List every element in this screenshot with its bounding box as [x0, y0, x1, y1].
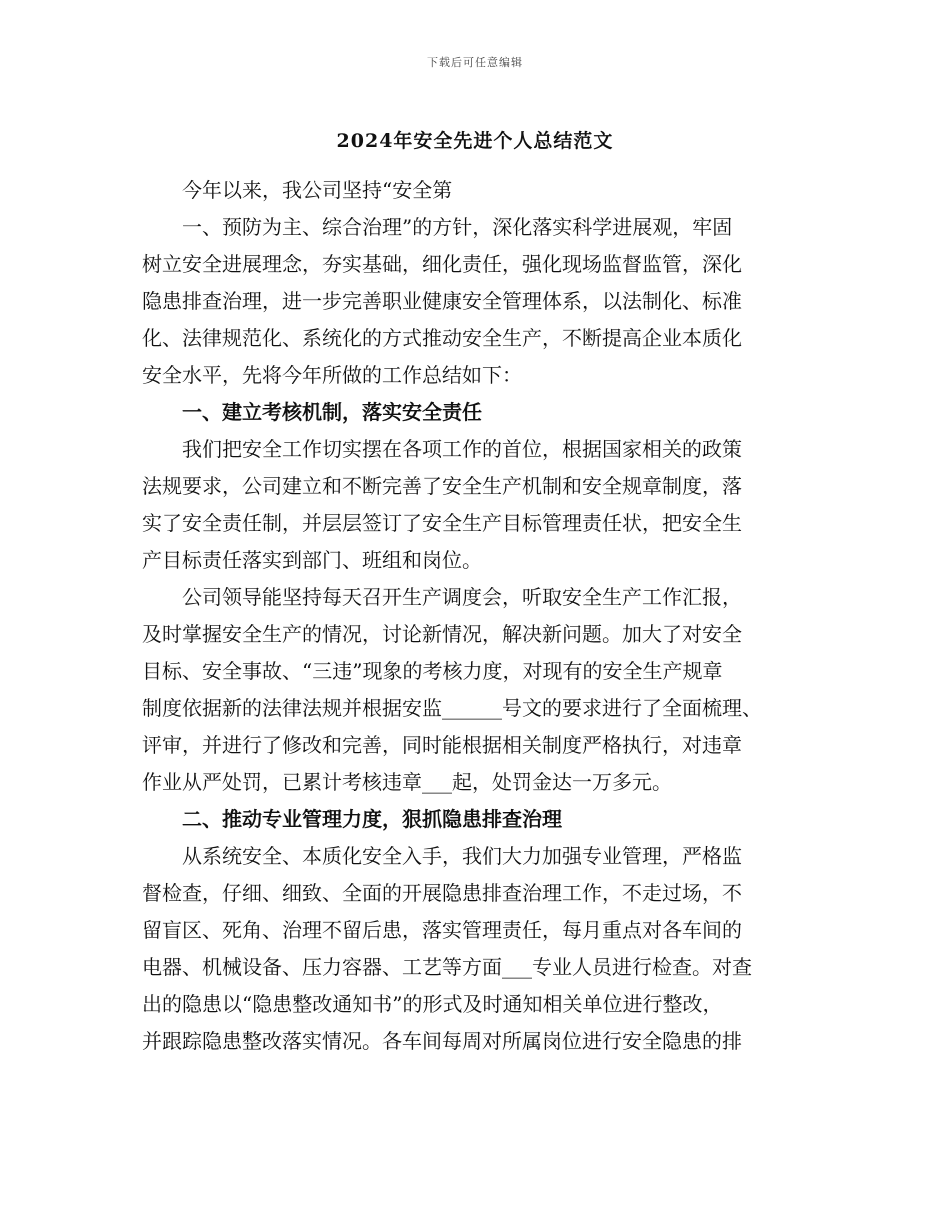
paragraph-line: 公司领导能坚持每天召开生产调度会，听取安全生产工作汇报， [182, 585, 742, 609]
paragraph-line: 督检查，仔细、细致、全面的开展隐患排查治理工作，不走过场，不 [142, 881, 742, 905]
intro-paragraph [142, 209, 808, 394]
paragraph-line: 目标、安全事故、“三违”现象的考核力度，对现有的安全生产规章 [142, 659, 723, 683]
paragraph-line: 我们把安全工作切实摆在各项工作的首位，根据国家相关的政策 [182, 437, 742, 461]
document-title: 2024年安全先进个人总结范文 [336, 130, 614, 152]
page-header-note: 下载后可任意编辑 [427, 56, 523, 69]
paragraph-line: 评审，并进行了修改和完善，同时能根据相关制度严格执行，对违章 [142, 733, 742, 757]
paragraph-line: 树立安全进展理念，夯实基础，细化责任，强化现场监督监管，深化 [142, 252, 742, 276]
document-body [142, 172, 808, 1060]
section-heading-1: 一、建立考核机制，落实安全责任 [182, 400, 482, 424]
section2-paragraph-1 [142, 838, 808, 1060]
paragraph-line: 出的隐患以“隐患整改通知书”的形式及时通知相关单位进行整改， [142, 992, 723, 1016]
paragraph-line: 作业从严处罚，已累计考核违章___起，处罚金达一万多元。 [142, 770, 672, 794]
intro-first-line: 今年以来，我公司坚持“安全第 [182, 178, 453, 202]
paragraph-line: 产目标责任落实到部门、班组和岗位。 [142, 548, 482, 572]
paragraph-line: 并跟踪隐患整改落实情况。各车间每周对所属岗位进行安全隐患的排 [142, 1029, 742, 1053]
paragraph-line: 留盲区、死角、治理不留后患，落实管理责任，每月重点对各车间的 [142, 918, 742, 942]
paragraph-line: 法规要求，公司建立和不断完善了安全生产机制和安全规章制度，落 [142, 474, 742, 498]
section1-paragraph-2 [142, 579, 808, 801]
paragraph-line: 从系统安全、本质化安全入手，我们大力加强专业管理，严格监 [182, 844, 742, 868]
paragraph-line: 制度依据新的法律法规并根据安监______号文的要求进行了全面梳理、 [142, 696, 762, 720]
paragraph-line: 安全水平，先将今年所做的工作总结如下： [142, 363, 522, 387]
section1-paragraph-1 [142, 431, 808, 579]
paragraph-line: 实了安全责任制，并层层签订了安全生产目标管理责任状，把安全生 [142, 511, 742, 535]
paragraph-line: 隐患排查治理，进一步完善职业健康安全管理体系，以法制化、标准 [142, 289, 742, 313]
paragraph-line: 及时掌握安全生产的情况，讨论新情况，解决新问题。加大了对安全 [142, 622, 742, 646]
section-heading-2: 二、推动专业管理力度，狠抓隐患排查治理 [182, 807, 562, 831]
paragraph-line: 电器、机械设备、压力容器、工艺等方面___专业人员进行检查。对查 [142, 955, 752, 979]
paragraph-line: 化、法律规范化、系统化的方式推动安全生产，不断提高企业本质化 [142, 326, 742, 350]
paragraph-line: 一、预防为主、综合治理”的方针，深化落实科学进展观，牢固 [182, 215, 733, 239]
